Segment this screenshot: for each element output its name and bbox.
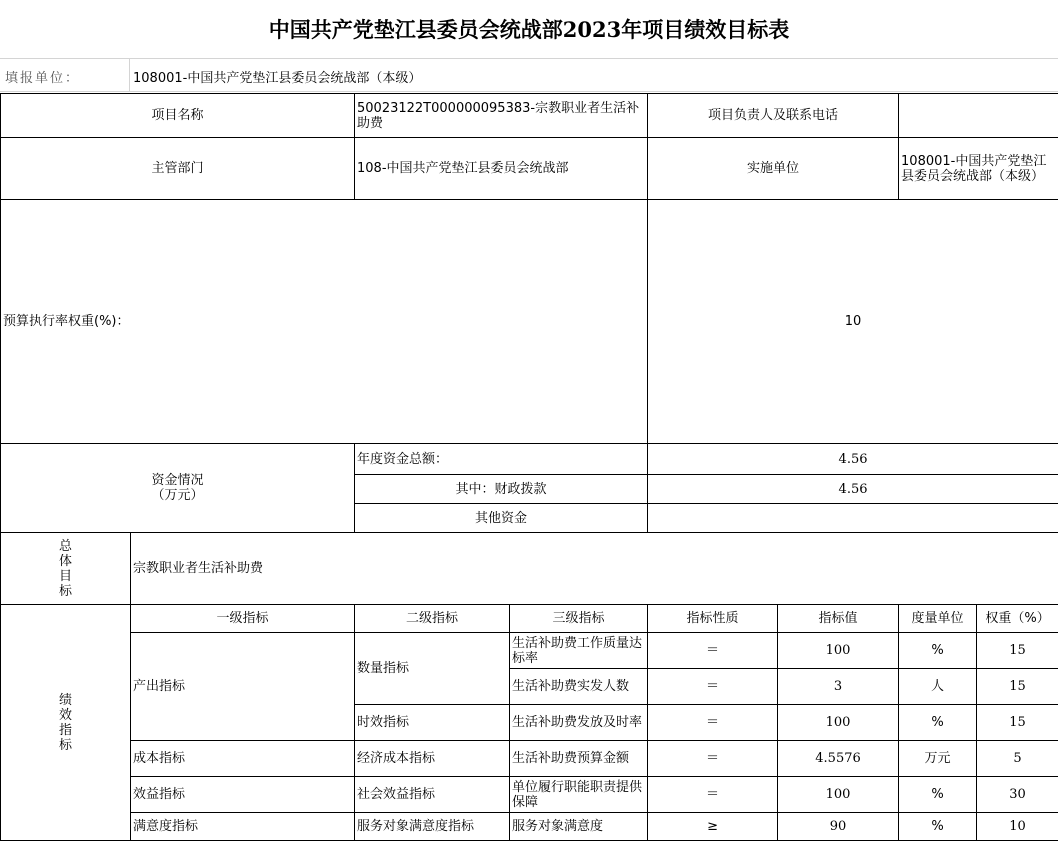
level3-cell: 单位履行职能职责提供保障 xyxy=(510,777,648,813)
level3-cell: 生活补助费预算金额 xyxy=(510,741,648,777)
funds-label-line1: 资金情况 xyxy=(151,473,204,488)
level3-cell: 服务对象满意度 xyxy=(510,813,648,841)
header-level2: 二级指标 xyxy=(355,605,510,633)
page-title: 中国共产党垫江县委员会统战部2023年项目绩效目标表 xyxy=(268,17,790,42)
project-name-label: 项目名称 xyxy=(1,94,355,138)
overall-goal-label xyxy=(1,533,131,605)
header-nature: 指标性质 xyxy=(648,605,778,633)
header-unit: 度量单位 xyxy=(899,605,977,633)
dept-label: 主管部门 xyxy=(1,138,355,200)
indicators-label-text: 绩效指标 xyxy=(58,692,72,753)
filing-unit-label: 填报单位： xyxy=(5,71,81,86)
funds-label-line2: （万元） xyxy=(151,488,204,503)
header-weight: 权重（%） xyxy=(977,605,1058,633)
header-level1: 一级指标 xyxy=(131,605,355,633)
nature-cell: ＝ xyxy=(648,633,778,669)
table-row xyxy=(1,741,1058,777)
level1-cell: 满意度指标 xyxy=(131,813,355,841)
unit-cell: % xyxy=(899,705,977,741)
header-level3: 三级指标 xyxy=(510,605,648,633)
level2-cell: 数量指标 xyxy=(355,633,510,705)
unit-cell: 人 xyxy=(899,669,977,705)
table-row xyxy=(1,777,1058,813)
project-name-value: 50023122T000000095383-宗教职业者生活补助费 xyxy=(355,94,648,138)
weight-cell: 5 xyxy=(977,741,1058,777)
indicators-label xyxy=(1,605,131,841)
funds-label xyxy=(1,444,355,533)
performance-table xyxy=(0,93,1058,841)
table-row xyxy=(1,813,1058,841)
divider xyxy=(129,59,130,91)
level2-cell: 社会效益指标 xyxy=(355,777,510,813)
level3-cell: 生活补助费发放及时率 xyxy=(510,705,648,741)
annual-funds-value: 4.56 xyxy=(648,444,1058,475)
level2-cell: 时效指标 xyxy=(355,705,510,741)
nature-cell: ＝ xyxy=(648,777,778,813)
value-cell: 100 xyxy=(778,633,899,669)
unit-cell: % xyxy=(899,633,977,669)
impl-unit-label: 实施单位 xyxy=(648,138,899,200)
level3-cell: 生活补助费工作质量达标率 xyxy=(510,633,648,669)
nature-cell: ＝ xyxy=(648,705,778,741)
weight-cell: 15 xyxy=(977,633,1058,669)
level1-cell: 产出指标 xyxy=(131,633,355,741)
value-cell: 90 xyxy=(778,813,899,841)
impl-unit-value: 108001-中国共产党垫江县委员会统战部（本级） xyxy=(899,138,1058,200)
unit-cell: % xyxy=(899,777,977,813)
filing-unit-value: 108001-中国共产党垫江县委员会统战部（本级） xyxy=(133,71,422,86)
fiscal-funds-label: 其中：财政拨款 xyxy=(355,475,648,504)
budget-weight-label: 预算执行率权重(%)： xyxy=(1,200,648,444)
value-cell: 100 xyxy=(778,777,899,813)
table-row xyxy=(1,633,1058,669)
other-funds-value xyxy=(648,504,1058,533)
contact-label: 项目负责人及联系电话 xyxy=(648,94,899,138)
weight-cell: 15 xyxy=(977,669,1058,705)
overall-goal-value: 宗教职业者生活补助费 xyxy=(131,533,1058,605)
fiscal-funds-value: 4.56 xyxy=(648,475,1058,504)
level1-cell: 效益指标 xyxy=(131,777,355,813)
header-value: 指标值 xyxy=(778,605,899,633)
budget-weight-value: 10 xyxy=(648,200,1058,444)
value-cell: 3 xyxy=(778,669,899,705)
overall-goal-label-text: 总体目标 xyxy=(58,538,72,599)
weight-cell: 10 xyxy=(977,813,1058,841)
weight-cell: 15 xyxy=(977,705,1058,741)
value-cell: 100 xyxy=(778,705,899,741)
unit-cell: % xyxy=(899,813,977,841)
dept-value: 108-中国共产党垫江县委员会统战部 xyxy=(355,138,648,200)
nature-cell: ≥ xyxy=(648,813,778,841)
level2-cell: 服务对象满意度指标 xyxy=(355,813,510,841)
annual-funds-label: 年度资金总额： xyxy=(355,444,648,475)
nature-cell: ＝ xyxy=(648,741,778,777)
weight-cell: 30 xyxy=(977,777,1058,813)
level3-cell: 生活补助费实发人数 xyxy=(510,669,648,705)
unit-cell: 万元 xyxy=(899,741,977,777)
level2-cell: 经济成本指标 xyxy=(355,741,510,777)
level1-cell: 成本指标 xyxy=(131,741,355,777)
nature-cell: ＝ xyxy=(648,669,778,705)
filing-unit-row xyxy=(0,58,1058,92)
contact-value xyxy=(899,94,1058,138)
value-cell: 4.5576 xyxy=(778,741,899,777)
other-funds-label: 其他资金 xyxy=(355,504,648,533)
